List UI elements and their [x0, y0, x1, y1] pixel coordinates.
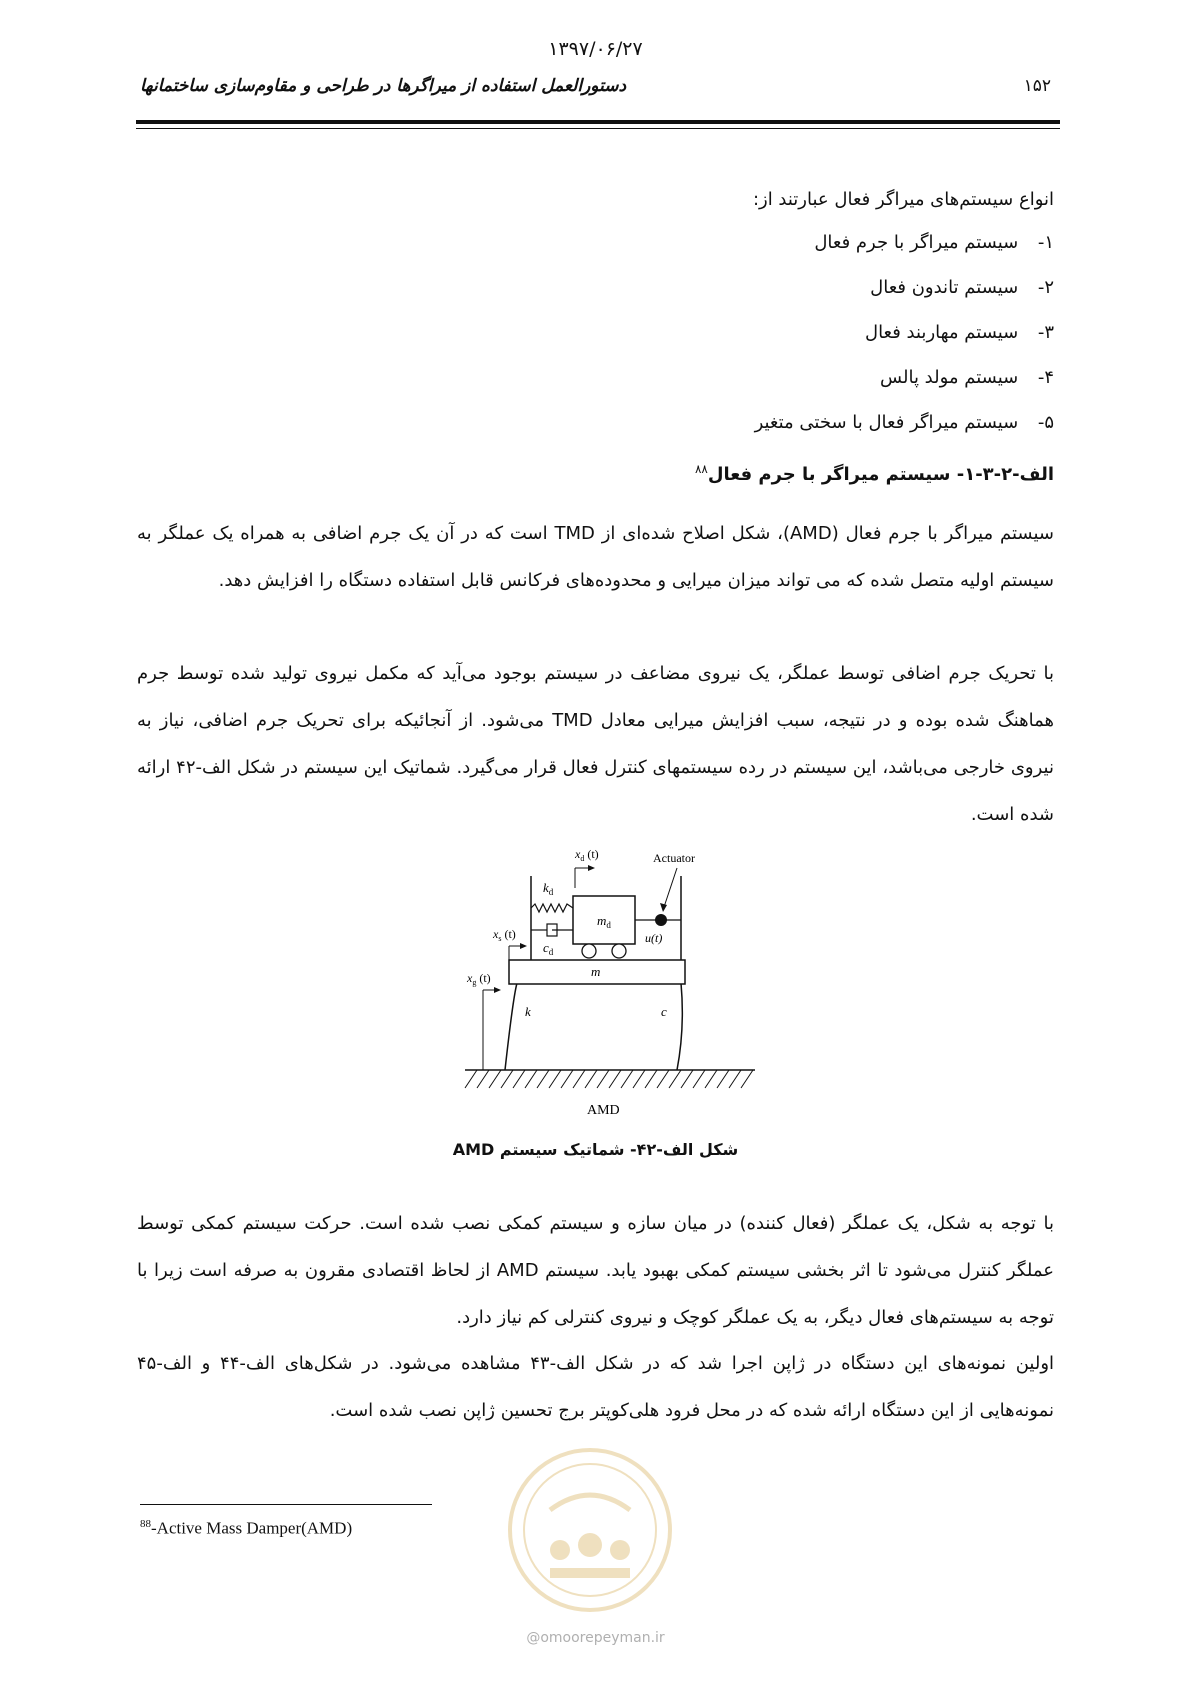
list-text: سیستم میراگر فعال با سختی متغیر	[754, 412, 1019, 433]
paragraph-2: با تحریک جرم اضافی توسط عملگر، یک نیروی مضاعف در سیستم بوجود می‌آید که مکمل نیروی تولید شده توسط جرم هماهنگ شده بوده و در نتیجه، سبب افزایش میرایی معادل TMD می‌شود. از آنجائیکه برای تحریک جرم اضافی، نیاز به نیروی خارجی می‌باشد، این سیستم در رده سیستمهای کنترل فعال قرار می‌گیرد. شماتیک این سیستم در شکل الف-۴۲ ارائه شده است.	[137, 663, 1054, 825]
label-m: m	[591, 964, 601, 979]
right-column	[677, 983, 682, 1070]
list-text: سیستم مهاربند فعال	[864, 322, 1019, 343]
section-heading-text: الف-۲-۳-۱- سیستم میراگر با جرم فعال	[707, 464, 1054, 485]
system-types-list	[454, 220, 1054, 445]
label-k: k	[525, 1004, 531, 1019]
actuator-arrow	[663, 868, 677, 910]
spring-kd	[531, 904, 573, 912]
xg-arrowhead	[494, 987, 501, 993]
paragraph-3: با توجه به شکل، یک عملگر (فعال کننده) در میان سازه و سیستم کمکی نصب شده است. حرکت سیستم کمکی توسط عملگر کنترل می‌شود تا اثر بخشی سیستم کمکی بهبود یابد. سیستم AMD از لحاظ اقتصادی مقرون به صرفه است زیرا با توجه به سیستم‌های فعال دیگر، به یک عملگر کوچک و نیروی کنترلی کم نیاز دارد.	[137, 1213, 1054, 1328]
section-heading	[695, 462, 1054, 485]
document-date: ۱۳۹۷/۰۶/۲۷	[548, 38, 643, 60]
wheel-right	[612, 944, 626, 958]
actuator-dot	[655, 914, 667, 926]
list-item	[454, 400, 1054, 445]
header-rule	[136, 120, 1060, 124]
paragraph-1: سیستم میراگر با جرم فعال (AMD)، شکل اصلاح شده‌ای از TMD است که در آن یک جرم اضافی به همراه یک عملگر به سیستم اولیه متصل شده که می تواند میزان میرایی و محدوده‌های فرکانس قابل استفاده دستگاه را افزایش دهد.	[137, 523, 1055, 591]
publisher-seal-watermark	[500, 1440, 680, 1620]
header-rule-thin	[136, 128, 1060, 129]
footnote-text: -Active Mass Damper(AMD)	[151, 1518, 353, 1538]
label-c: c	[661, 1004, 667, 1019]
amd-schematic-diagram	[455, 848, 775, 1128]
label-xg: $x_g$ (t)	[467, 971, 491, 987]
label-cd: $c_d$	[543, 940, 554, 957]
label-xd: $x_d$ (t)	[575, 848, 599, 863]
list-text: سیستم مولد پالس	[880, 367, 1019, 388]
xd-arrowhead	[588, 865, 595, 871]
ground-hatch	[465, 1070, 753, 1088]
left-column	[505, 983, 517, 1070]
paragraph-4: اولین نمونه‌های این دستگاه در ژاپن اجرا شد که در شکل الف-۴۳ مشاهده می‌شود. در شکل‌های الف-۴۴ و الف-۴۵ نمونه‌هایی از این دستگاه ارائه شده که در محل فرود هلی‌کوپتر برج تحسین ژاپن نصب شده است.	[137, 1353, 1055, 1421]
list-item	[454, 220, 1054, 265]
list-number: ۳-	[1037, 322, 1054, 343]
footnote	[140, 1518, 352, 1539]
list-number: ۲-	[1037, 277, 1054, 298]
xs-arrowhead	[520, 943, 527, 949]
watermark-url: @omoorepeyman.ir	[526, 1630, 665, 1646]
list-number: ۴-	[1037, 367, 1054, 388]
footnote-ref[interactable]: ۸۸	[694, 462, 708, 476]
list-number: ۵-	[1037, 412, 1054, 433]
label-amd: AMD	[587, 1103, 620, 1118]
footnote-number: 88	[140, 1518, 151, 1530]
label-ut: u(t)	[645, 931, 663, 945]
figure-caption: شکل الف-۴۲- شماتیک سیستم AMD	[452, 1140, 739, 1159]
label-kd: $k_d$	[543, 880, 554, 897]
label-actuator: Actuator	[653, 851, 695, 865]
intro-line: انواع سیستم‌های میراگر فعال عبارتند از:	[752, 189, 1054, 210]
list-number: ۱-	[1037, 232, 1054, 253]
list-text: سیستم تاندون فعال	[870, 277, 1019, 298]
footnote-rule	[140, 1504, 432, 1505]
actuator-arrowhead	[660, 903, 667, 912]
label-xs: $x_s$ (t)	[493, 927, 516, 943]
amd-schematic-figure	[455, 848, 775, 1128]
list-item	[454, 355, 1054, 400]
list-item	[454, 310, 1054, 355]
list-item	[454, 265, 1054, 310]
list-text: سیستم میراگر با جرم فعال	[814, 232, 1019, 253]
wheel-left	[582, 944, 596, 958]
running-title: دستورالعمل استفاده از میراگرها در طراحی و مقاوم‌سازی ساختمانها	[140, 76, 627, 96]
label-md: $m_d$	[597, 913, 611, 930]
page-number: ۱۵۲	[1023, 76, 1051, 96]
